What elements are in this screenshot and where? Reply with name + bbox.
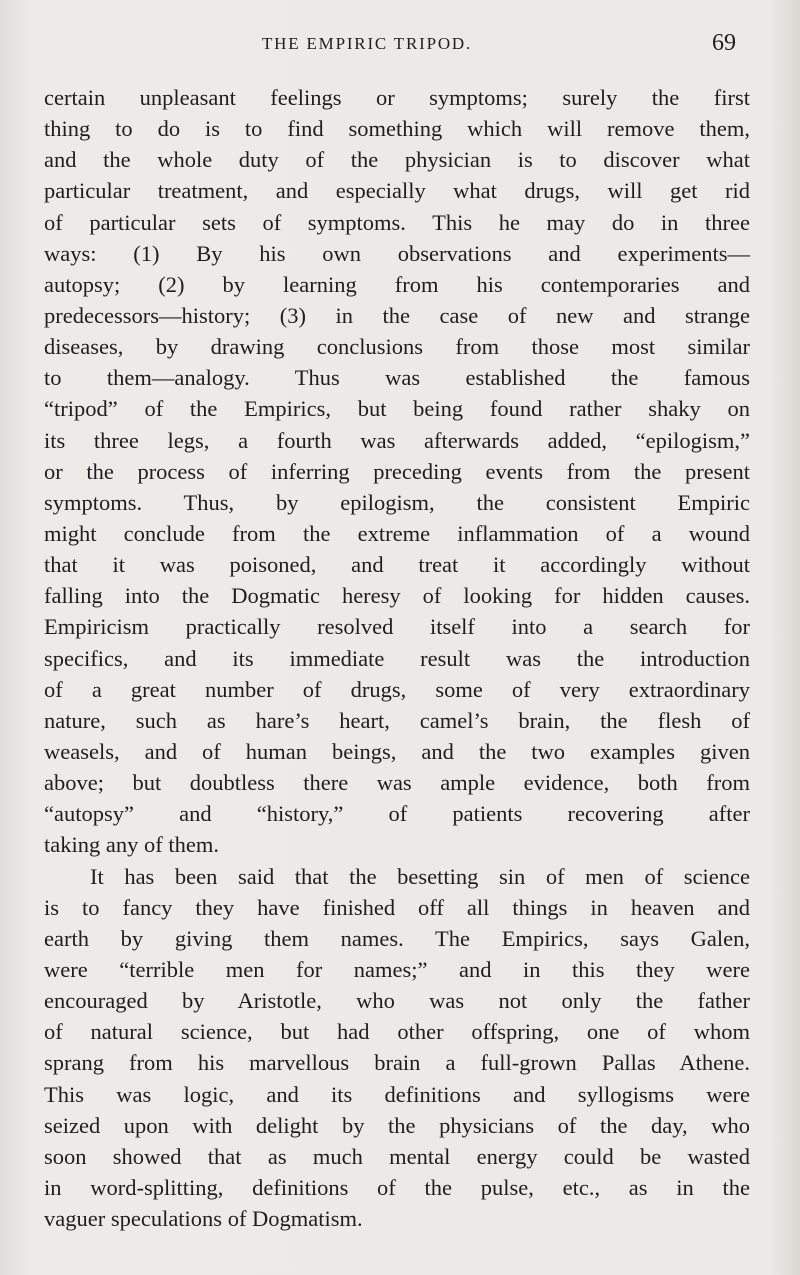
text-line: predecessors—history; (3) in the case of new and strange (44, 302, 750, 328)
text-line: Empiricism practically resolved itself into a search for (44, 614, 750, 640)
text-line: to them—analogy. Thus was established the famous (44, 365, 750, 391)
text-line: might conclude from the extreme inflammation of a wound (44, 520, 750, 546)
running-title: THE EMPIRIC TRIPOD. (262, 34, 473, 53)
text-line: vaguer speculations of Dogmatism. (44, 1206, 363, 1232)
page-number: 69 (712, 30, 736, 56)
text-line: This was logic, and its definitions and syllogisms were (44, 1081, 750, 1107)
page-header (0, 30, 800, 64)
text-line: and the whole duty of the physician is to discover what (44, 147, 750, 173)
text-line: thing to do is to find something which will remove them, (44, 116, 750, 142)
text-line: or the process of inferring preceding events from the present (44, 458, 750, 484)
text-line: is to fancy they have finished off all things in heaven and (44, 894, 750, 920)
text-line: soon showed that as much mental energy could be wasted (44, 1143, 750, 1169)
text-line: encouraged by Aristotle, who was not only the father (44, 988, 750, 1014)
text-line: above; but doubtless there was ample evidence, both from (44, 770, 750, 796)
text-line: It has been said that the besetting sin of men of science (90, 863, 750, 889)
text-line: falling into the Dogmatic heresy of looking for hidden causes. (44, 583, 750, 609)
text-line: symptoms. Thus, by epilogism, the consistent Empiric (44, 489, 750, 515)
text-line: autopsy; (2) by learning from his contemporaries and (44, 271, 750, 297)
text-line: of natural science, but had other offspring, one of whom (44, 1019, 750, 1045)
paragraph-1 (44, 82, 750, 861)
text-line: that it was poisoned, and treat it accordingly without (44, 552, 750, 578)
text-line: ways: (1) By his own observations and experiments— (44, 240, 750, 266)
text-line: sprang from his marvellous brain a full-grown Pallas Athene. (44, 1050, 750, 1076)
text-line: specifics, and its immediate result was the introduction (44, 645, 750, 671)
text-line: “autopsy” and “history,” of patients recovering after (44, 801, 750, 827)
paragraph-2 (44, 861, 750, 1235)
text-line: weasels, and of human beings, and the two examples given (44, 738, 750, 764)
text-line: in word-splitting, definitions of the pulse, etc., as in the (44, 1174, 750, 1200)
text-line: “tripod” of the Empirics, but being found rather shaky on (44, 396, 750, 422)
text-line: certain unpleasant feelings or symptoms; surely the first (44, 85, 750, 110)
text-line: of particular sets of symptoms. This he may do in three (44, 209, 750, 235)
text-line: nature, such as hare’s heart, camel’s brain, the flesh of (44, 707, 750, 733)
text-line: particular treatment, and especially what drugs, will get rid (44, 178, 750, 204)
text-line: seized upon with delight by the physicians of the day, who (44, 1112, 750, 1138)
text-line: its three legs, a fourth was afterwards added, “epilogism,” (44, 427, 750, 453)
body-text (44, 82, 750, 1234)
text-line: diseases, by drawing conclusions from those most similar (44, 334, 750, 360)
text-line: earth by giving them names. The Empirics, says Galen, (44, 925, 750, 951)
text-line: were “terrible men for names;” and in this they were (44, 956, 750, 982)
text-line: of a great number of drugs, some of very extraordinary (44, 676, 750, 702)
text-line: taking any of them. (44, 832, 219, 858)
